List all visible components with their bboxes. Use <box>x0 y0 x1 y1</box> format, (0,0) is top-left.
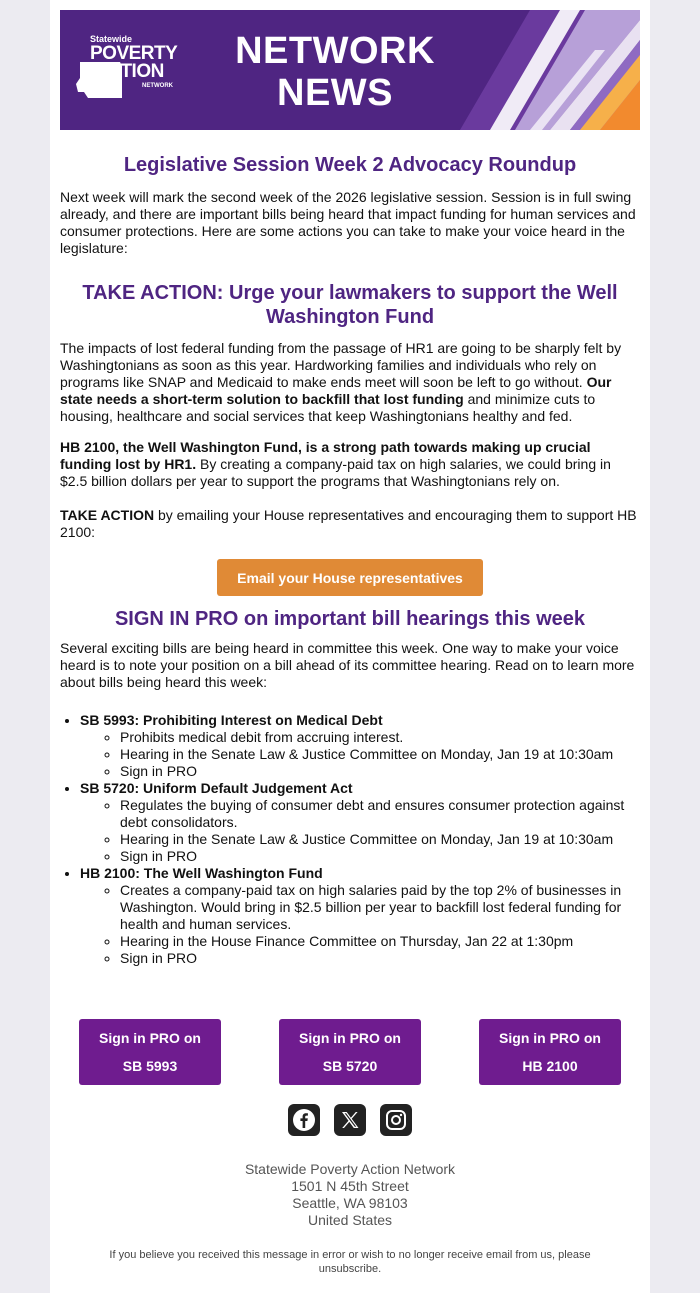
bill-item <box>80 712 640 780</box>
title-line-2: NEWS <box>277 72 393 114</box>
bold-run: TAKE ACTION <box>60 507 155 523</box>
logo-action: ACTION <box>94 61 164 82</box>
take-action-paragraph-3 <box>60 507 640 541</box>
bill-details <box>80 797 640 865</box>
text-run: and minimize cuts to housing, healthcare and social services that keep Washingtonians healthy and fed. <box>60 391 596 424</box>
footer-address <box>50 1161 650 1229</box>
bills-outer-list <box>60 712 640 967</box>
button-line-2: HB 2100 <box>522 1058 578 1074</box>
bill-details <box>80 882 640 967</box>
email-representatives-button[interactable]: Email your House representatives <box>217 559 483 596</box>
header-banner <box>60 10 640 130</box>
footer-country: United States <box>307 1212 393 1228</box>
take-action-paragraph-1 <box>60 340 640 425</box>
take-action-heading: TAKE ACTION: Urge your lawmakers to support the Well Washington Fund <box>82 282 618 328</box>
footer-city: Seattle, WA 98103 <box>292 1195 408 1211</box>
take-action-paragraph-2 <box>60 439 640 490</box>
unsubscribe-link[interactable]: unsubscribe <box>318 1263 379 1275</box>
button-line-1: Sign in PRO on <box>499 1030 601 1046</box>
footer-org: Statewide Poverty Action Network <box>244 1161 456 1177</box>
logo-statewide: Statewide <box>90 34 133 44</box>
instagram-icon[interactable] <box>380 1104 412 1136</box>
button-line-2: SB 5720 <box>322 1058 378 1074</box>
bill-detail: ◦ Sign in PRO <box>120 763 640 780</box>
sign-in-pro-heading: SIGN IN PRO on important bill hearings this week <box>114 608 586 630</box>
bill-details <box>80 729 640 780</box>
facebook-icon[interactable] <box>288 1104 320 1136</box>
text-run: by emailing your House representatives and encouraging them to support HB 2100: <box>60 507 637 540</box>
bill-detail: ◦ Hearing in the House Finance Committee on Thursday, Jan 22 at 1:30pm <box>120 933 640 950</box>
sign-in-pro-sb5993-button[interactable] <box>79 1019 221 1085</box>
logo-poverty: POVERTY <box>90 43 178 64</box>
disclaimer-end: . <box>378 1263 382 1275</box>
disclaimer-text: If you believe you received this message in error or wish to no longer receive email from us, please <box>109 1249 591 1261</box>
bill-detail: ◦ Hearing in the Senate Law & Justice Committee on Monday, Jan 19 at 10:30am <box>120 746 640 763</box>
x-icon[interactable] <box>334 1104 366 1136</box>
bold-run: Our state needs a short-term solution to backfill that lost funding <box>60 374 612 407</box>
email-body <box>50 0 650 1293</box>
bill-title: SB 5720: Uniform Default Judgement Act <box>80 780 353 796</box>
title-line-1: NETWORK <box>235 30 435 72</box>
bill-detail: ◦ Hearing in the Senate Law & Justice Committee on Monday, Jan 19 at 10:30am <box>120 831 640 848</box>
network-news-title <box>230 30 440 114</box>
bill-detail: ◦ Creates a company-paid tax on high salaries paid by the top 2% of businesses in Washington. Would bring in $2.5 billion per year to backfill lost federal funding for health and human services. <box>120 882 640 933</box>
button-line-1: Sign in PRO on <box>99 1030 201 1046</box>
footer-disclaimer <box>80 1248 620 1276</box>
sign-in-pro-sb5720-button[interactable] <box>279 1019 421 1085</box>
sign-in-pro-buttons <box>79 1019 621 1085</box>
button-line-2: SB 5993 <box>122 1058 178 1074</box>
bill-list <box>60 712 640 967</box>
intro-heading: Legislative Session Week 2 Advocacy Roundup <box>123 154 577 176</box>
footer-street: 1501 N 45th Street <box>291 1178 409 1194</box>
bold-run: HB 2100, the Well Washington Fund, is a strong path towards making up crucial funding lost by HR1. <box>60 439 591 472</box>
social-links <box>50 1104 650 1138</box>
bill-detail: ◦ Prohibits medical debit from accruing interest. <box>120 729 640 746</box>
bill-detail: ◦ Sign in PRO <box>120 950 640 967</box>
bill-detail: ◦ Sign in PRO <box>120 848 640 865</box>
intro-paragraph: Next week will mark the second week of the 2026 legislative session. Session is in full swing already, and there are important bills being heard that impact funding for human services and consumer protections. Here are some actions you can take to make your voice heard in the legislature: <box>60 189 636 256</box>
logo-network: NETWORK <box>142 83 173 89</box>
sign-in-pro-hb2100-button[interactable] <box>479 1019 621 1085</box>
bill-detail: ◦ Regulates the buying of consumer debt and ensures consumer protection against debt consolidators. <box>120 797 640 831</box>
bill-item <box>80 865 640 967</box>
text-run: The impacts of lost federal funding from the passage of HR1 are going to be sharply felt by Washingtonians as soon as this year. Hardworking families and individuals who rely on programs like SNAP and Medicaid to make ends meet will soon be left to go without. <box>60 340 622 390</box>
button-line-1: Sign in PRO on <box>299 1030 401 1046</box>
sign-in-pro-paragraph: Several exciting bills are being heard in committee this week. One way to make your voice heard is to note your position on a bill ahead of its committee hearing. Read on to learn more about bills being heard this week: <box>60 640 635 690</box>
bill-title: HB 2100: The Well Washington Fund <box>80 865 323 881</box>
text-run: By creating a company-paid tax on high salaries, we could bring in $2.5 billion dollars per year to support the programs that Washingtonians rely on. <box>60 456 611 489</box>
bill-title: SB 5993: Prohibiting Interest on Medical Debt <box>80 712 383 728</box>
bill-item <box>80 780 640 865</box>
